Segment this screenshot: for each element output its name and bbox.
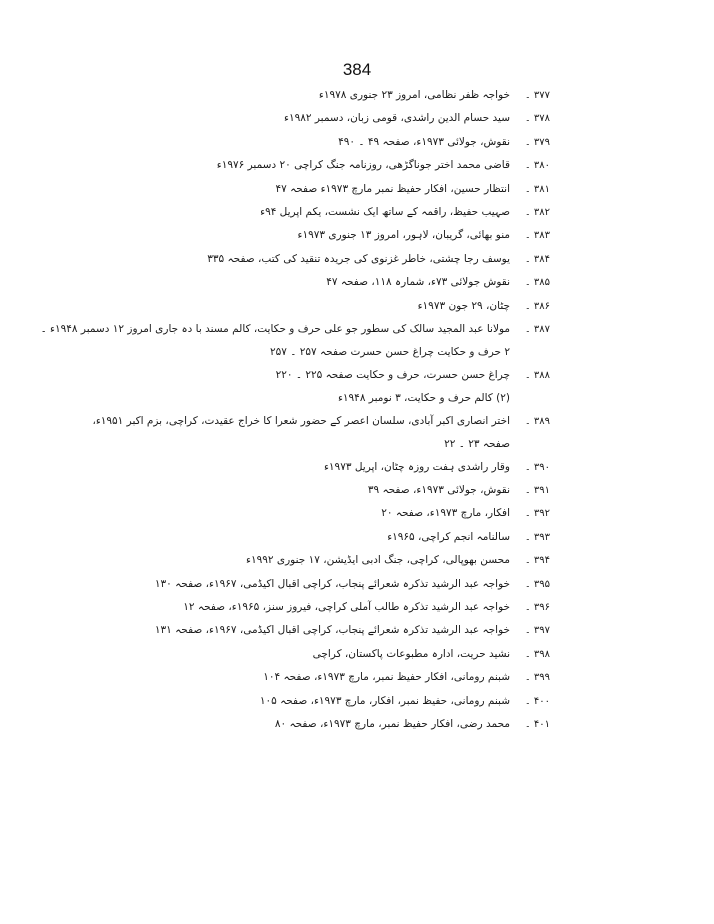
list-item — [150, 295, 550, 318]
entry-number: ۳۸۱ ۔ — [524, 183, 550, 195]
list-item — [40, 318, 550, 341]
entry-number: ۳۹۷ ۔ — [524, 625, 550, 637]
entry-text: قاضی محمد اختر جوناگڑھی، روزنامہ جنگ کراچی ۲۰ دسمبر ۱۹۷۶ء — [216, 159, 510, 172]
entry-number: ۳۸۹ ۔ — [524, 415, 550, 427]
entry-number: ۳۹۴ ۔ — [524, 555, 550, 567]
entry-number: ۳۸۸ ۔ — [524, 369, 550, 381]
page-number: 384 — [342, 60, 372, 79]
entry-number: ۳۸۲ ۔ — [524, 207, 550, 219]
entry-text: چراغ حسن حسرت، حرف و حکایت صفحہ ۲۲۵ ۔ ۲۲۰ — [275, 368, 510, 381]
entry-text: منو بھائی، گریبان، لاہور، امروز ۱۳ جنوری ۱۹۷۳ء — [297, 229, 510, 242]
entry-number: ۳۹۰ ۔ — [524, 461, 550, 473]
entry-text: نشید حریت، ادارہ مطبوعات پاکستان، کراچی — [312, 647, 510, 660]
entry-text: نقوش، جولائی ۱۹۷۳ء، صفحہ ۴۹ ۔ ۴۹۰ — [338, 135, 510, 148]
entry-number: ۴۰۰ ۔ — [524, 695, 550, 707]
list-item — [150, 224, 550, 247]
entry-number: ۳۸۰ ۔ — [524, 160, 550, 172]
list-item — [150, 364, 550, 387]
entry-text: خواجہ عبد الرشید تذکرہ شعرائے پنجاب، کراچی اقبال اکیڈمی، ۱۹۶۷ء، صفحہ ۱۳۰ — [154, 577, 510, 590]
list-item — [150, 713, 550, 736]
entry-text: چٹان، ۲۹ جون ۱۹۷۳ء — [417, 299, 510, 312]
entry-text: اختر انصاری اکبر آبادی، سلسان اعصر کے حضور شعرا کا خراج عقیدت، کراچی، بزم اکبر ۱۹۵۱ء، — [92, 414, 510, 427]
list-item — [150, 456, 550, 479]
entry-text: افکار، مارچ ۱۹۷۳ء، صفحہ ۲۰ — [381, 507, 510, 520]
entry-text: وقار راشدی ہفت روزہ چٹان، اپریل ۱۹۷۳ء — [323, 460, 510, 473]
list-item — [150, 479, 550, 502]
entry-text: محمد رضی، افکار حفیظ نمبر، مارچ ۱۹۷۳ء، صفحہ ۸۰ — [274, 717, 510, 730]
entry-text: انتظار حسین، افکار حفیظ نمبر مارچ ۱۹۷۳ء صفحہ ۴۷ — [275, 182, 510, 195]
entry-text: سالنامہ انجم کراچی، ۱۹۶۵ء — [387, 530, 510, 543]
footnote-list — [40, 84, 550, 736]
list-item — [150, 643, 550, 666]
entry-number: ۳۹۶ ۔ — [524, 601, 550, 613]
entry-number: ۳۸۴ ۔ — [524, 253, 550, 265]
list-item — [150, 248, 550, 271]
entry-number: ۳۷۷ ۔ — [524, 90, 550, 101]
entry-text: نقوش، جولائی ۱۹۷۳ء، صفحہ ۳۹ — [367, 483, 510, 496]
entry-text: یوسف رجا چشتی، خاطر غزنوی کی جریدہ تنقید کی کتب، صفحہ ۳۳۵ — [207, 252, 510, 265]
entry-text: شبنم رومانی، افکار حفیظ نمبر، مارچ ۱۹۷۳ء، صفحہ ۱۰۴ — [263, 671, 510, 684]
entry-text: خواجہ عبد الرشید تذکرہ طالب آملی کراچی، فیروز سنز، ۱۹۶۵ء، صفحہ ۱۲ — [183, 600, 510, 613]
entry-number: ۳۹۵ ۔ — [524, 578, 550, 590]
list-item — [150, 201, 550, 224]
entry-text: محسن بھوپالی، کراچی، جنگ ادبی ایڈیشن، ۱۷ جنوری ۱۹۹۲ء — [246, 554, 510, 567]
entry-number: ۳۸۵ ۔ — [524, 277, 550, 289]
list-item — [150, 666, 550, 689]
entry-continuation: صفحہ ۲۳ ۔ ۲۲ — [444, 438, 510, 451]
entry-text: خواجہ عبد الرشید تذکرہ شعرائے پنجاب، کراچی اقبال اکیڈمی، ۱۹۶۷ء، صفحہ ۱۳۱ — [154, 624, 510, 637]
entry-text: (۲) کالم حرف و حکایت، ۳ نومبر ۱۹۴۸ء — [337, 392, 510, 405]
entry-number: ۳۹۲ ۔ — [524, 508, 550, 520]
list-item — [150, 573, 550, 596]
list-item — [150, 387, 550, 409]
list-item — [92, 410, 550, 433]
entry-text: شبنم رومانی، حفیظ نمبر، افکار، مارچ ۱۹۷۳ء، صفحہ ۱۰۵ — [259, 694, 510, 707]
entry-number: ۳۹۹ ۔ — [524, 672, 550, 684]
entry-continuation: ۲ حرف و حکایت چراغ حسن حسرت صفحہ ۲۵۷ ۔ ۲۵۷ — [270, 346, 510, 359]
entry-number: ۳۹۸ ۔ — [524, 648, 550, 660]
list-item — [150, 178, 550, 201]
list-item — [150, 619, 550, 642]
entry-number: ۳۹۱ ۔ — [524, 484, 550, 496]
entry-number: ۳۷۸ ۔ — [524, 113, 550, 125]
entry-number: ۳۷۹ ۔ — [524, 136, 550, 148]
list-item — [150, 271, 550, 294]
entry-text: سید حسام الدین راشدی، قومی زبان، دسمبر ۱۹۸۲ء — [284, 112, 510, 125]
list-item — [150, 107, 550, 130]
entry-number: ۴۰۱ ۔ — [524, 718, 550, 730]
list-item — [150, 526, 550, 549]
list-item — [150, 502, 550, 525]
entry-number: ۳۸۷ ۔ — [524, 324, 550, 336]
entry-text: مولانا عبد المجید سالک کی سطور جو علی حرف و حکایت، کالم مسند با دہ جاری امروز ۱۲ دسمبر ۱۹۴۸ء ۔ — [40, 323, 510, 336]
list-item — [150, 549, 550, 572]
list-item — [150, 690, 550, 713]
list-item — [150, 84, 550, 107]
entry-number: ۳۸۳ ۔ — [524, 230, 550, 242]
entry-number: ۳۸۶ ۔ — [524, 300, 550, 312]
entry-number: ۳۹۳ ۔ — [524, 531, 550, 543]
list-item — [150, 596, 550, 619]
entry-text: نقوش جولائی ۷۳ء، شمارہ ۱۱۸، صفحہ ۴۷ — [326, 276, 510, 289]
entry-text: صہیب حفیظ، راقمہ کے ساتھ ایک نشست، یکم اپریل ۹۴ء — [260, 206, 510, 219]
list-item — [150, 154, 550, 177]
list-item — [150, 131, 550, 154]
entry-text: خواجہ ظفر نظامی، امروز ۲۳ جنوری ۱۹۷۸ء — [318, 89, 510, 101]
